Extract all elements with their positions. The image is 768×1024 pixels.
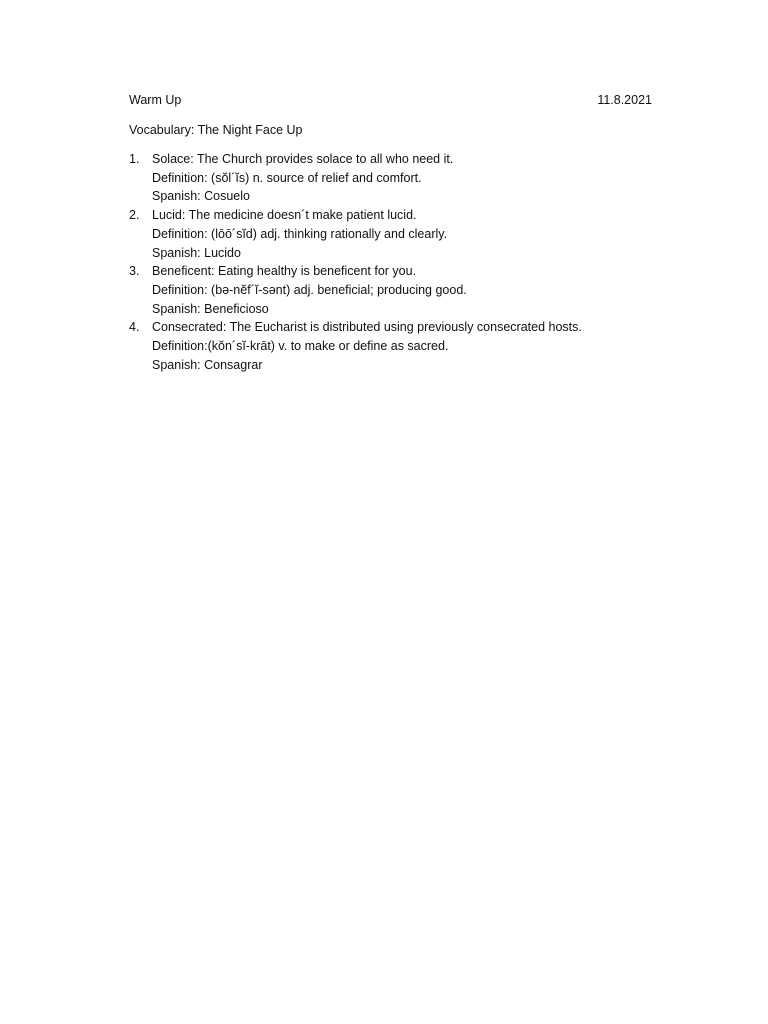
item-number: 4. xyxy=(129,320,140,335)
item-number: 2. xyxy=(129,208,140,223)
item-number: 1. xyxy=(129,152,140,166)
item-body xyxy=(152,206,689,262)
definition-line: Definition:(kŏn´sĭ-krāt) v. to make or define as sacred. xyxy=(152,339,449,354)
list-item xyxy=(129,262,689,318)
item-body xyxy=(152,262,689,318)
header-row xyxy=(129,91,652,110)
definition-line: Definition: (sŏl´ĭs) n. source of relief and comfort. xyxy=(152,170,422,185)
definition-line: Definition: (bə-nĕf´ĭ-sənt) adj. beneficial; producing good. xyxy=(152,282,467,297)
term-sentence: Solace: The Church provides solace to all who need it. xyxy=(152,152,454,166)
term-sentence: Consecrated: The Eucharist is distributed using previously consecrated hosts. xyxy=(152,320,582,335)
document-date: 11.8.2021 xyxy=(597,93,652,107)
term-sentence: Beneficent: Eating healthy is beneficent for you. xyxy=(152,264,417,279)
spanish-line: Spanish: Cosuelo xyxy=(152,189,250,204)
term-sentence: Lucid: The medicine doesn´t make patient lucid. xyxy=(152,208,417,223)
list-item xyxy=(129,318,689,374)
item-body xyxy=(152,150,689,206)
spanish-line: Spanish: Lucido xyxy=(152,245,241,260)
vocabulary-list xyxy=(129,150,689,374)
list-item xyxy=(129,206,689,262)
spanish-line: Spanish: Beneficioso xyxy=(152,301,269,316)
list-item xyxy=(129,150,689,206)
item-number: 3. xyxy=(129,264,140,279)
vocabulary-heading: Vocabulary: The Night Face Up xyxy=(129,123,303,137)
definition-line: Definition: (lōō´sĭd) adj. thinking rationally and clearly. xyxy=(152,226,448,241)
item-body xyxy=(152,318,689,374)
document-title: Warm Up xyxy=(129,93,182,107)
spanish-line: Spanish: Consagrar xyxy=(152,357,263,372)
